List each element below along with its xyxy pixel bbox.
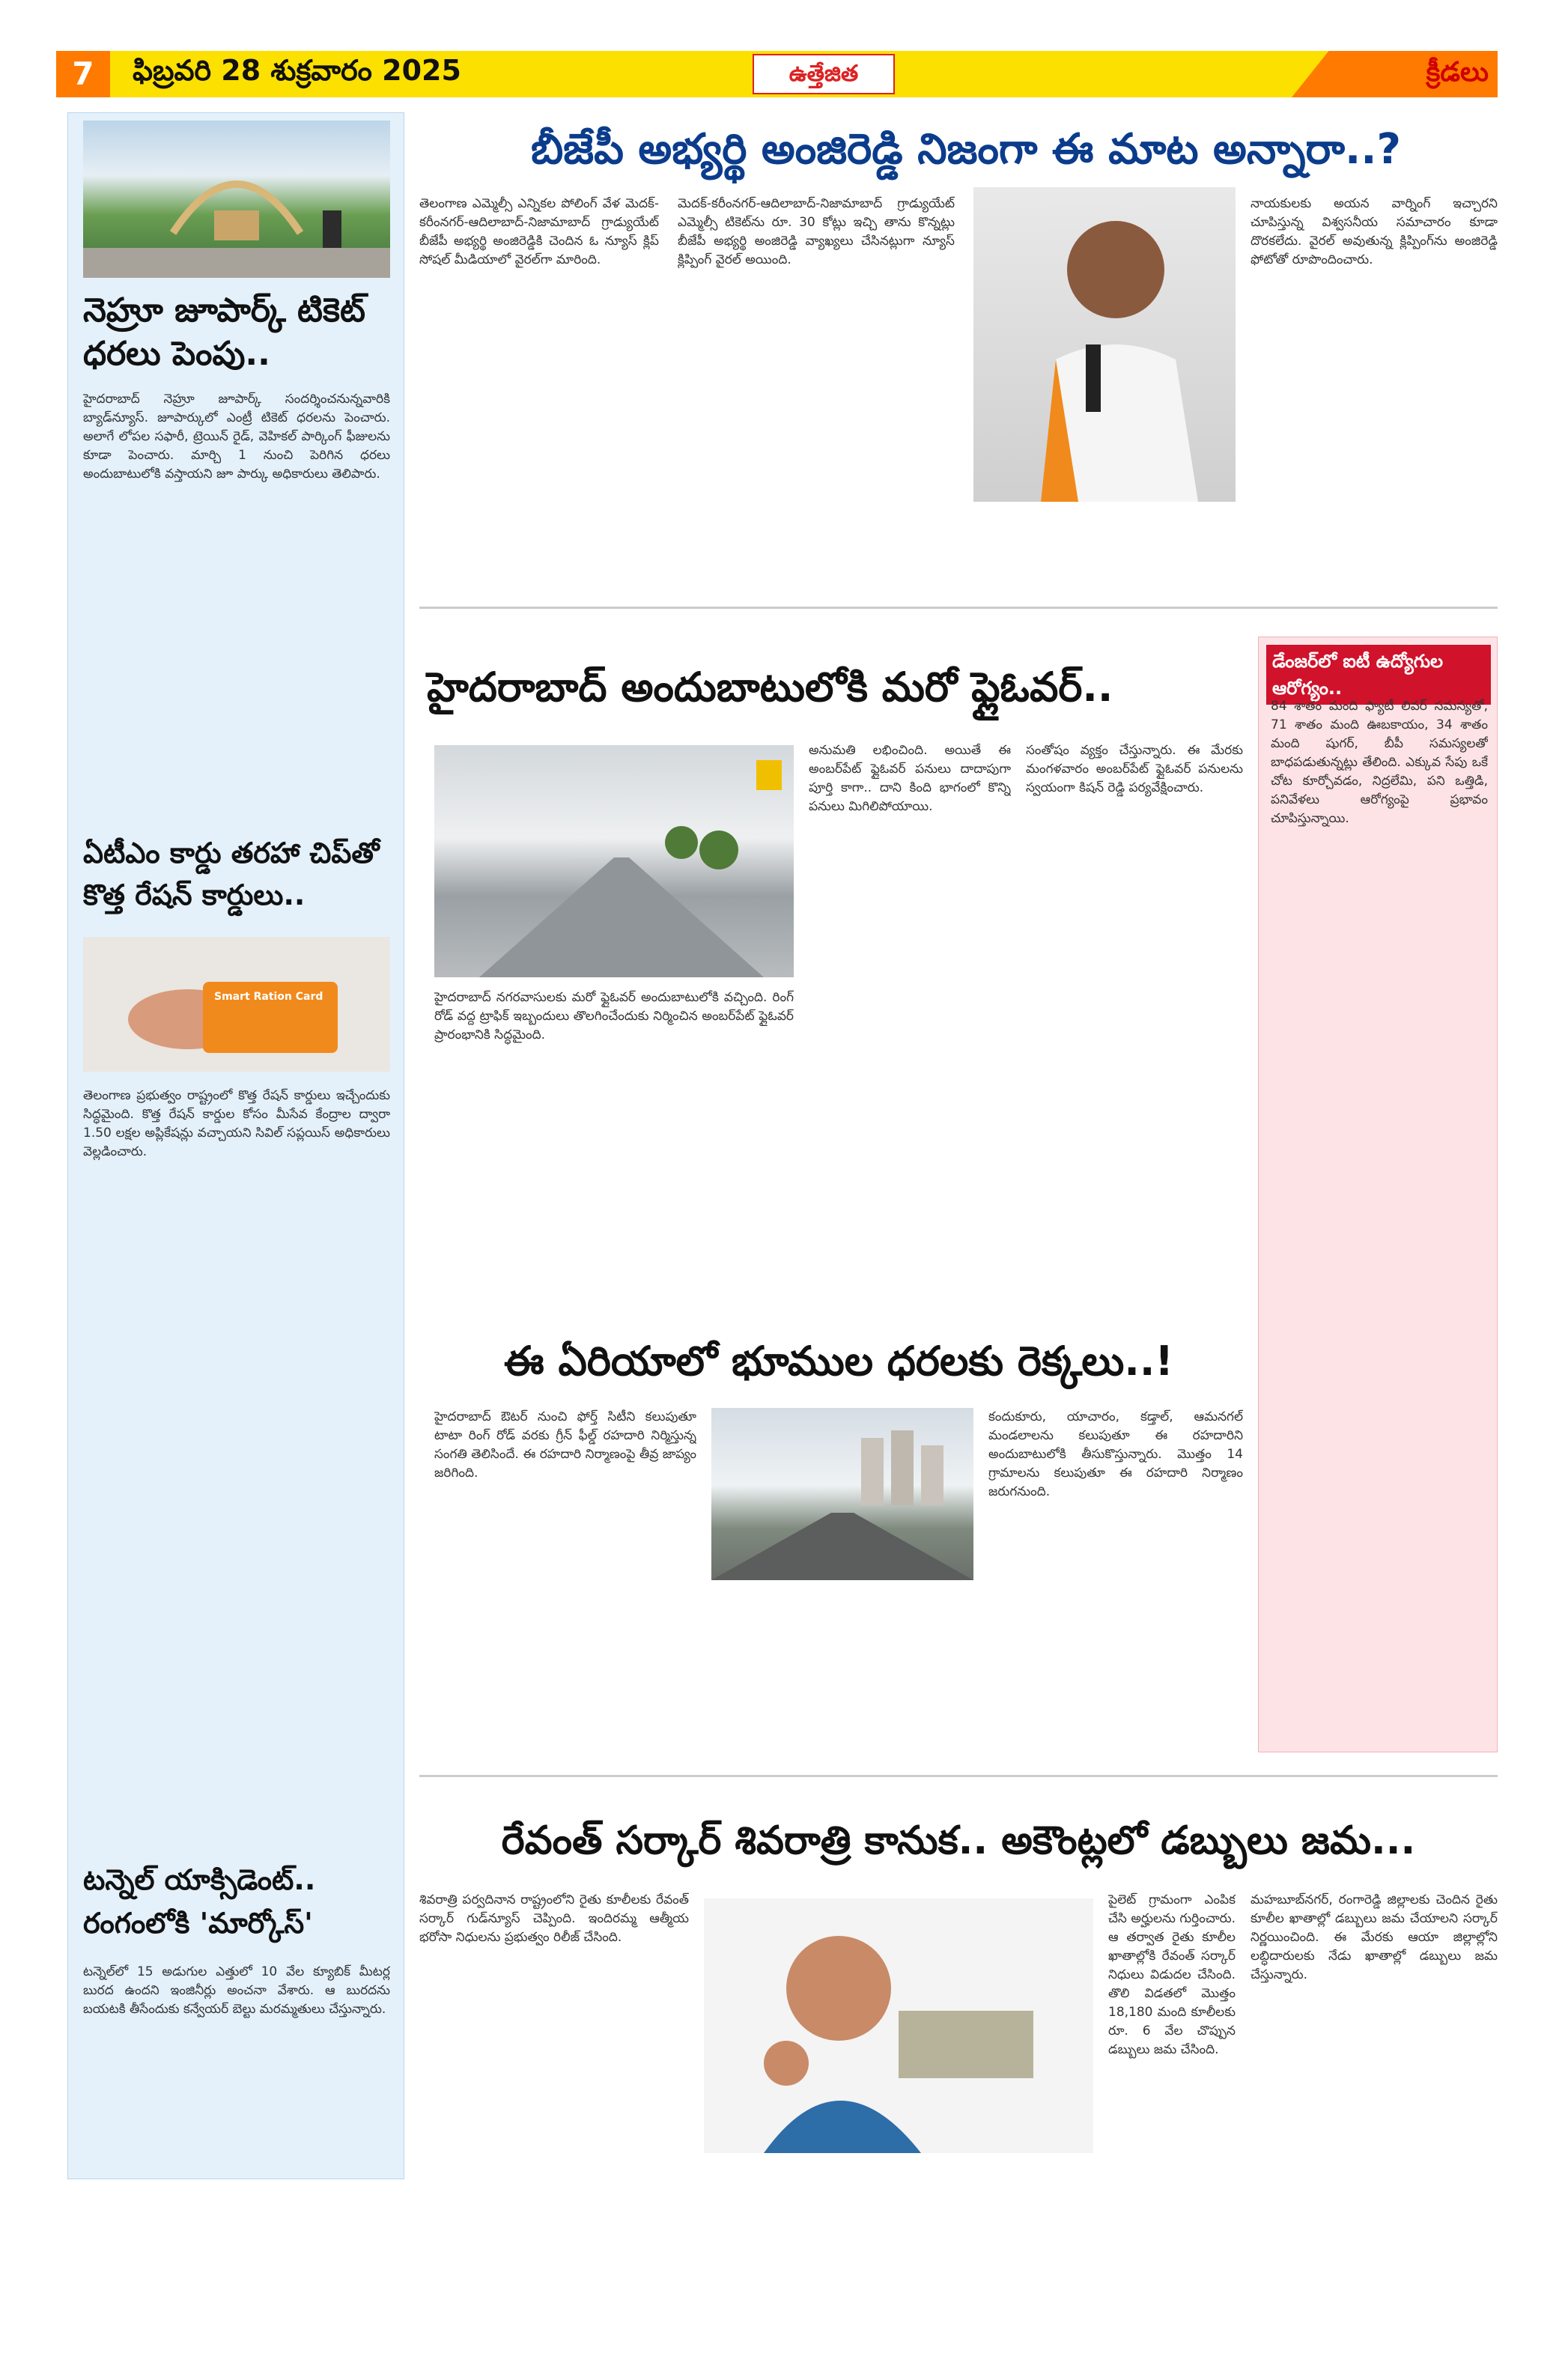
flyover-photo — [434, 745, 794, 977]
page-number: 7 — [56, 51, 110, 97]
story-ration-body: తెలంగాణ ప్రభుత్వం రాష్ట్రంలో కొత్త రేషన్ కార్డులు ఇచ్చేందుకు సిద్ధమైంది. కొత్త రేషన్ కార్డుల కోసం మీసేవ కేంద్రాల ద్వారా 1.50 లక్షల అప్లికేషన్లు వచ్చాయని సివిల్ సప్లయిస్ అధికారులు వెల్లడించారు. — [83, 1088, 390, 1159]
it-health-body: 84 శాతం మంది ఫ్యాటీ లివర్ సమస్యతో, 71 శాతం మంది ఊబకాయం, 34 శాతం మంది షుగర్, బీపీ సమస్యలతో బాధపడుతున్నట్లు తేలింది. ఎక్కువ సేపు ఒకే చోట కూర్చోవడం, నిద్రలేమి, పని ఒత్తిడి, పనివేళలు ఆరోగ్యంపై ప్రభావం చూపిస్తున్నాయి. — [1271, 699, 1488, 826]
article-land-col2: కందుకూరు, యాచారం, కడ్తాల్, ఆమనగల్ మండలాలను కలుపుతూ ఈ రహదారిని అందుబాటులోకి తీసుకొస్తున్నారు. మొత్తం 14 గ్రామాలను కలుపుతూ ఈ రహదారి నిర్మాణం జరుగనుంది. — [988, 1409, 1243, 1499]
newspaper-logo: ఉత్తేజిత — [753, 54, 895, 94]
article-flyover-col3: సంతోషం వ్యక్తం చేస్తున్నారు. ఈ మేరకు మంగళవారం అంబర్‌పేట్ ఫ్లైఓవర్ పనులను స్వయంగా కిషన్ రెడ్డి పర్యవేక్షించారు. — [1026, 743, 1243, 795]
it-health-title: డేంజర్‌లో ఐటీ ఉద్యోగుల ఆరోగ్యం.. — [1266, 645, 1491, 705]
divider — [419, 1775, 1498, 1777]
article-shivaratri-col1: శివరాత్రి పర్వదినాన రాష్ట్రంలోని రైతు కూలీలకు రేవంత్ సర్కార్ గుడ్‌న్యూస్ చెప్పింది. ఇందిరమ్మ ఆత్మీయ భరోసా నిధులను ప్రభుత్వం రిలీజ్ చేసింది. — [419, 1892, 689, 1945]
towers-icon — [711, 1408, 973, 1580]
woman-cash-photo — [704, 1898, 1093, 2153]
article-land-headline: ఈ ఏరియాలో భూముల ధరలకు రెక్కలు..! — [503, 1338, 1174, 1385]
woman-money-icon — [704, 1898, 1093, 2153]
it-health-box — [1258, 637, 1498, 1752]
issue-date: ఫిబ్రవరి 28 శుక్రవారం 2025 — [133, 54, 461, 87]
left-sidebar — [67, 112, 404, 2179]
article-bjp-photo-caption — [973, 509, 1236, 584]
story-zoo-title: నెహ్రూ జూపార్క్ టికెట్ ధరలు పెంపు.. — [83, 291, 365, 373]
ration-card-label: Smart Ration Card — [214, 991, 323, 1003]
page-header — [56, 51, 1498, 97]
zoo-arch-icon — [83, 121, 390, 278]
story-ration-title: ఏటీఎం కార్డు తరహా చిప్‌తో కొత్త రేషన్ కార్డులు.. — [83, 837, 380, 911]
article-bjp-headline: బీజేపీ అభ్యర్థి అంజిరెడ్డి నిజంగా ఈ మాట అన్నారా..? — [530, 125, 1402, 174]
section-name: క్రీడలు — [1426, 57, 1489, 88]
article-flyover-headline: హైదరాబాద్ అందుబాటులోకి మరో ఫ్లైఓవర్.. — [427, 664, 1113, 711]
article-land-col1: హైదరాబాద్ ఔటర్ నుంచి ఫోర్త్ సిటీని కలుపుతూ టాటా రింగ్ రోడ్ వరకు గ్రీన్ ఫీల్డ్ రహదారి నిర్మిస్తున్న సంగతి తెలిసిందే. ఈ రహదారి నిర్మాణంపై తీవ్ర జాప్యం జరిగింది. — [434, 1409, 696, 1481]
zoo-park-photo — [83, 121, 390, 278]
article-bjp-col2: మెదక్-కరీంనగర్-ఆదిలాబాద్-నిజామాబాద్ గ్రాడ్యుయేట్ ఎమ్మెల్సీ టికెట్‌ను రూ. 30 కోట్లు ఇచ్చి తాను కొన్నట్లు బీజేపీ అభ్యర్థి అంజిరెడ్డి వ్యాఖ్యలు చేసినట్లుగా న్యూస్ క్లిప్పింగ్ వైరల్ అయింది. — [678, 196, 955, 267]
ration-card-photo — [83, 937, 390, 1072]
speaker-icon — [973, 187, 1236, 502]
anjireddy-photo — [973, 187, 1236, 502]
city-road-photo — [711, 1408, 973, 1580]
article-shivaratri-col2: పైలెట్ గ్రామంగా ఎంపిక చేసి అర్హులను గుర్తించారు. ఆ తర్వాత రైతు కూలీల ఖాతాల్లోకి రేవంత్ సర్కార్ నిధులు విడుదల చేసింది. తొలి విడతలో మొత్తం 18,180 మంది కూలీలకు రూ. 6 వేల చొప్పున డబ్బులు జమ చేసింది. — [1108, 1892, 1236, 2057]
article-flyover-col2: అనుమతి లభించింది. అయితే ఈ అంబర్‌పేట్ ఫ్లైఓవర్ పనులు దాదాపుగా పూర్తి కాగా.. దాని కింది భాగంలో కొన్ని పనులు మిగిలిపోయాయి. — [809, 743, 1011, 814]
article-bjp-col1: తెలంగాణ ఎమ్మెల్సీ ఎన్నికల పోలింగ్ వేళ మెదక్-కరీంనగర్-ఆదిలాబాద్-నిజామాబాద్ గ్రాడ్యుయేట్ బీజేపీ అభ్యర్థి అంజిరెడ్డికి చెందిన ఓ న్యూస్ క్లిప్ సోషల్ మీడియాలో వైరల్‌గా మారింది. — [419, 196, 659, 267]
article-bjp-col4: నాయకులకు అయన వార్నింగ్ ఇచ్చారని చూపిస్తున్న విశ్వసనీయ సమాచారం కూడా దొరకలేదు. వైరల్ అవుతున్న క్లిప్పింగ్‌ను అంజిరెడ్డి ఫోటోతో రూపొందించారు. — [1251, 196, 1498, 267]
article-shivaratri-col3: మహబూబ్‌నగర్, రంగారెడ్డి జిల్లాలకు చెందిన రైతు కూలీల ఖాతాల్లో డబ్బులు జమ చేయాలని సర్కార్ నిర్ణయించింది. ఈ మేరకు ఆయా జిల్లాల్లోని లబ్ధిదారులకు నేడు ఖాతాల్లో డబ్బులు జమ చేస్తున్నారు. — [1251, 1892, 1498, 1982]
story-zoo-body: హైదరాబాద్ నెహ్రూ జూపార్క్ సందర్శించనున్నవారికి బ్యాడ్‌న్యూస్. జూపార్కులో ఎంట్రీ టికెట్ ధరలను పెంచారు. అలాగే లోపల సఫారీ, ట్రెయిన్ రైడ్, వెహికల్ పార్కింగ్ ఫీజులను కూడా పెంచారు. మార్చి 1 నుంచి పెరిగిన ధరలు అందుబాటులోకి వస్తాయని జూ పార్కు అధికారులు తెలిపారు. — [83, 392, 390, 482]
road-icon — [434, 745, 794, 977]
article-flyover-col1: హైదరాబాద్ నగరవాసులకు మరో ఫ్లైఓవర్ అందుబాటులోకి వచ్చింది. రింగ్ రోడ్ వద్ద ట్రాఫిక్ ఇబ్బందులు తొలగించేందుకు నిర్మించిన అంబర్‌పేట్ ఫ్లైఓవర్ ప్రారంభానికి సిద్ధమైంది. — [434, 990, 794, 1042]
article-shivaratri-headline: రేవంత్ సర్కార్ శివరాత్రి కానుక.. అకౌంట్లలో డబ్బులు జమ... — [501, 1818, 1416, 1863]
hand-card-icon — [83, 937, 390, 1072]
divider — [419, 607, 1498, 609]
story-tunnel-title: టన్నెల్ యాక్సిడెంట్.. రంగంలోకి 'మార్కోస్' — [83, 1863, 316, 1940]
story-tunnel-body: టన్నెల్‌లో 15 అడుగుల ఎత్తులో 10 వేల క్యూబిక్ మీటర్ల బురద ఉందని ఇంజినీర్లు అంచనా వేశారు. ఆ బురదను బయటకి తీసేందుకు కన్వేయర్ బెల్టు మరమ్మతులు చేస్తున్నారు. — [83, 1964, 390, 2017]
